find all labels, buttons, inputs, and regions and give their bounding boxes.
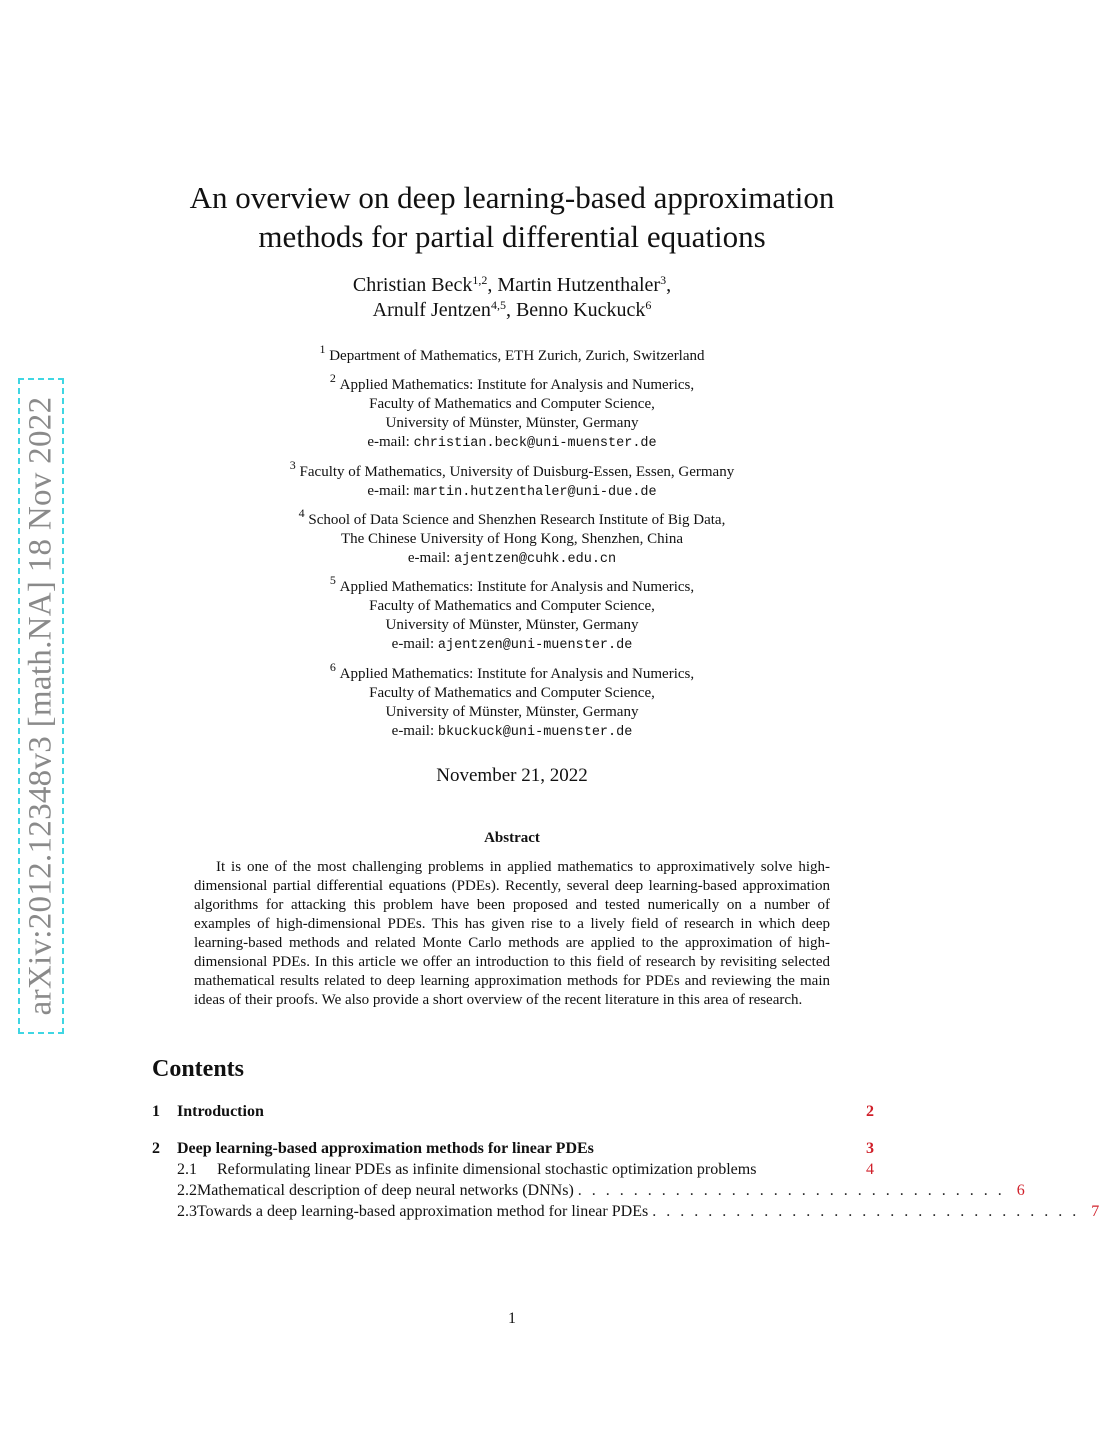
toc-page-link[interactable]: 2 [866, 1103, 874, 1120]
toc-page-link[interactable]: 6 [1016, 1182, 1025, 1199]
toc-page-link[interactable]: 7 [1091, 1203, 1099, 1220]
toc-entry-2-1[interactable]: 2.1 Reformulating linear PDEs as infinite dimensional stochastic optimization problems 4 [177, 1161, 874, 1178]
author-line-2: Arnulf Jentzen$^{4,5}$, Benno Kuckuck$^6$ [372, 298, 652, 321]
author-name: Martin Hutzenthaler [497, 274, 661, 296]
email-link[interactable]: bkuckuck@uni-muenster.de [437, 725, 633, 740]
author-affil-sup: 6 [645, 298, 652, 312]
abstract-text: It is one of the most challenging problems in applied mathematics to approximatively solve high-dimensional partial differential equations (PDEs). Recently, several deep learning-based approximation algorithms for attacking this problem have been proposed and tested numerically on a number of examples of high-dimensional PDEs. This has given rise to a lively field of research in which deep learning-based methods and related Monte Carlo methods are applied to the approximation of high-dimensional PDEs. In this article we offer an introduction to this field of research by revisiting selected mathematical results related to deep learning approximation methods for PDEs and reviewing the main ideas of their proofs. We also provide a short overview of the recent literature in this area of research. [194, 859, 830, 1008]
toc-leader-dots: . . . . . . . . . . . . . . . . . . . . . . . . . . . . . . . [577, 1182, 1005, 1199]
title-line-1: An overview on deep learning-based approximation [189, 180, 835, 215]
affiliation-4: $^4$ School of Data Science and Shenzhen Research Institute of Big Data, The Chinese University of Hong Kong, Shenzhen, China e-mail: ajentzen@cuhk.edu.cn [298, 506, 726, 567]
arxiv-stamp-text: arXiv:2012.12348v3 [math.NA] 18 Nov 2022 [22, 396, 59, 1016]
author-affil-sup: 1,2 [472, 273, 488, 287]
affiliation-1: $^1$ Department of Mathematics, ETH Zurich, Zurich, Switzerland [319, 342, 705, 364]
toc-entry-2[interactable]: 2 Deep learning-based approximation methods for linear PDEs 3 [152, 1140, 874, 1157]
toc-label: Introduction [177, 1103, 264, 1120]
toc-entry-2-3[interactable]: 2.3 Towards a deep learning-based approximation method for linear PDEs . . . . . . . . . . . . . . . . . . . . . . . . . . . . . . . 7 [177, 1203, 1099, 1220]
toc-leader-dots: . . . . . . . . . . . . . . . . . . . . . . . . . . . . . . . [652, 1203, 1080, 1220]
affiliation-6: $^6$ Applied Mathematics: Institute for Analysis and Numerics, Faculty of Mathematics and Computer Science, University of Münster, Münster, Germany e-mail: bkuckuck@uni-muenster.de [329, 660, 695, 740]
affiliation-5: $^5$ Applied Mathematics: Institute for Analysis and Numerics, Faculty of Mathematics and Computer Science, University of Münster, Münster, Germany e-mail: ajentzen@uni-muenster.de [329, 573, 695, 653]
email-link[interactable]: christian.beck@uni-muenster.de [413, 436, 657, 451]
toc-page-link[interactable]: 4 [866, 1161, 874, 1178]
author-line-1: Christian Beck$^{1,2}$, Martin Hutzenthaler$^3$, [352, 273, 672, 296]
author-name: Christian Beck [352, 274, 473, 296]
toc-label: Mathematical description of deep neural networks (DNNs) [197, 1182, 574, 1199]
toc-entry-2-2[interactable]: 2.2 Mathematical description of deep neural networks (DNNs) . . . . . . . . . . . . . . . . . . . . . . . . . . . . . . . 6 [177, 1182, 1025, 1199]
email-link[interactable]: ajentzen@uni-muenster.de [437, 638, 633, 653]
toc-label: Reformulating linear PDEs as infinite dimensional stochastic optimization problems [217, 1161, 757, 1178]
abstract-heading: Abstract [484, 830, 540, 846]
author-name: Arnulf Jentzen [372, 299, 491, 321]
author-affil-sup: 4,5 [490, 298, 506, 312]
author-affil-sup: 3 [660, 273, 667, 287]
contents-heading: Contents [152, 1056, 245, 1082]
paper-date: November 21, 2022 [436, 765, 588, 786]
author-list [0, 273, 1024, 323]
email-link[interactable]: ajentzen@cuhk.edu.cn [454, 552, 617, 567]
page-number: 1 [508, 1310, 516, 1327]
author-name: Benno Kuckuck [515, 299, 646, 321]
toc-label: Deep learning-based approximation methods for linear PDEs [177, 1140, 594, 1157]
affiliation-2: $^2$ Applied Mathematics: Institute for Analysis and Numerics, Faculty of Mathematics and Computer Science, University of Münster, Münster, Germany e-mail: christian.beck@uni-muenster.de [329, 371, 695, 451]
email-link[interactable]: martin.hutzenthaler@uni-due.de [413, 485, 657, 500]
affiliation-3: $^3$ Faculty of Mathematics, University of Duisburg-Essen, Essen, Germany e-mail: martin.hutzenthaler@uni-due.de [289, 458, 735, 500]
toc-label: Towards a deep learning-based approximation method for linear PDEs [197, 1203, 649, 1220]
paper-title [0, 178, 1024, 256]
toc-entry-1[interactable]: 1 Introduction 2 [152, 1103, 874, 1120]
title-line-2: methods for partial differential equations [258, 219, 766, 254]
toc-page-link[interactable]: 3 [866, 1140, 874, 1157]
